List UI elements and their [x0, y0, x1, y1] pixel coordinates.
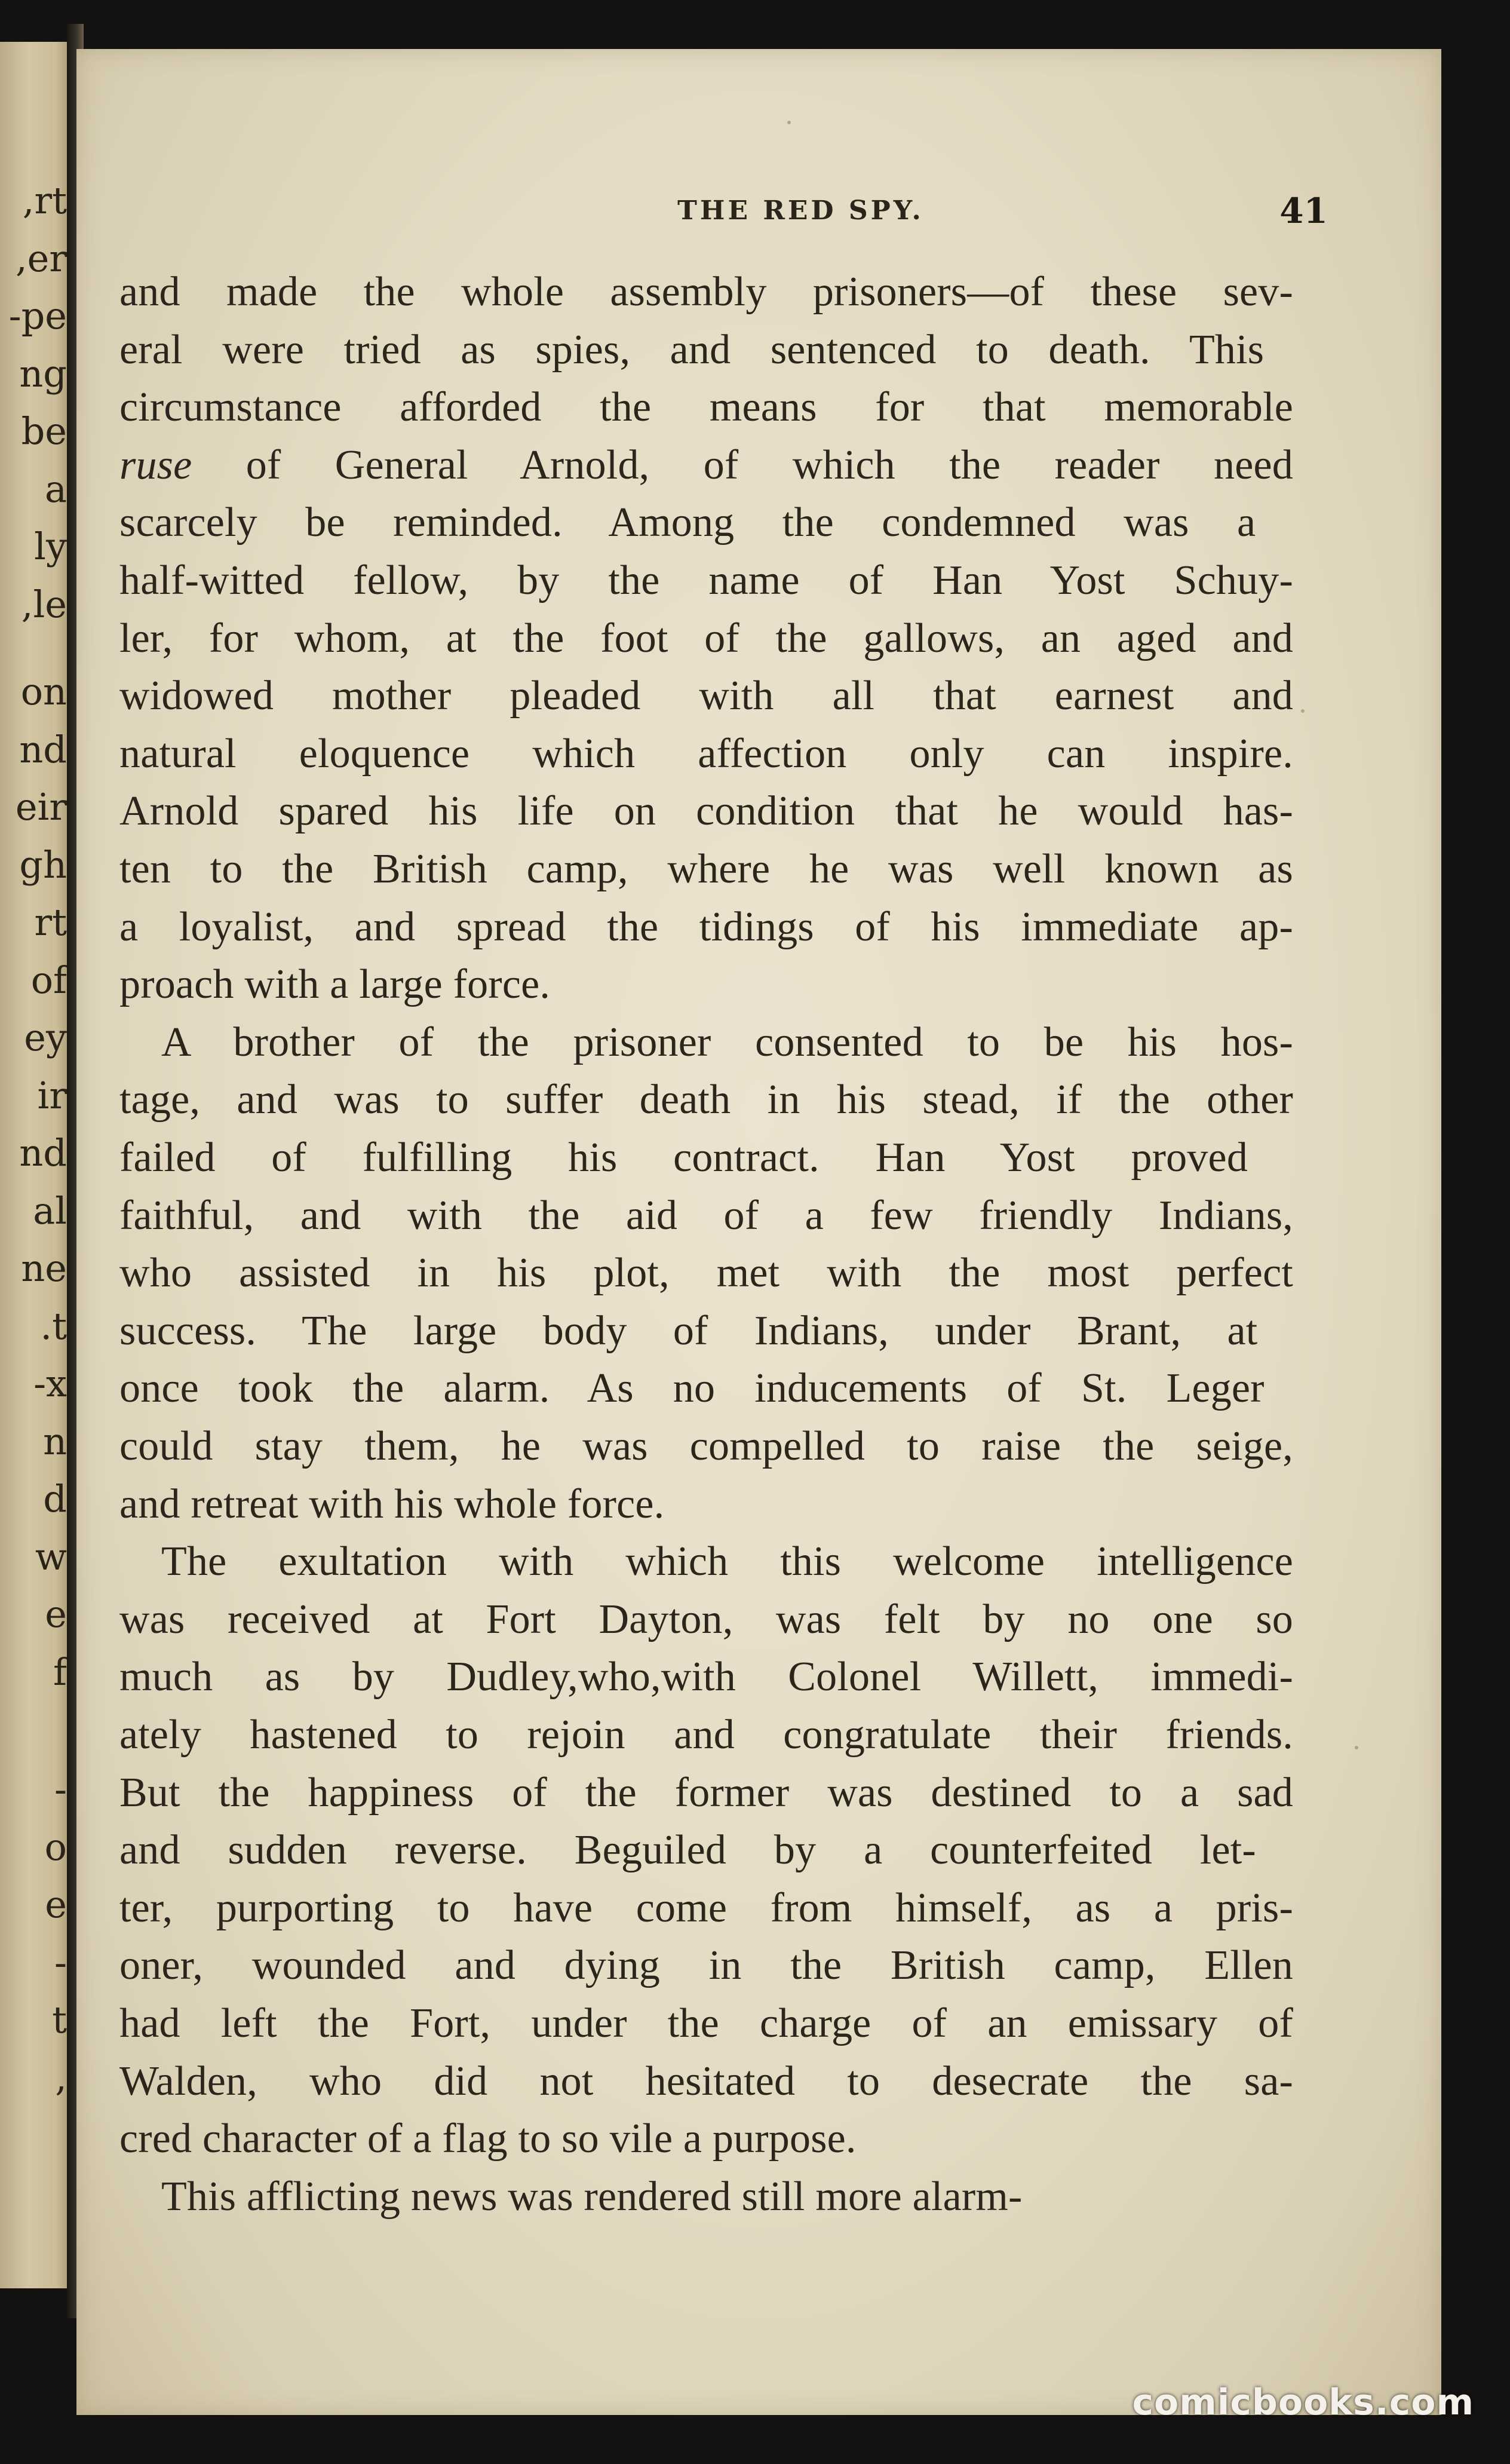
facing-page-fragment: gh [19, 842, 67, 887]
facing-page-fragment: d [43, 1477, 67, 1521]
paper-speck [1301, 709, 1305, 713]
facing-page-fragment: nd [19, 727, 67, 771]
paragraph-first-line: A brother of the prisoner consented to be his hos- [161, 1019, 1293, 1065]
paragraph-line: failed of fulfilling his contract. Han Yost proved [119, 1135, 1248, 1181]
facing-page-fragment: n [43, 1419, 67, 1463]
paragraph-line: ten to the British camp, where he was well known as [119, 846, 1293, 892]
facing-page-fragment: on [20, 670, 67, 713]
facing-page-fragment: e [45, 1592, 67, 1636]
paragraph-first-line: and made the whole assembly prisoners—of these sev- [119, 269, 1293, 315]
facing-page-fragment: eir [15, 785, 67, 829]
facing-page-fragment: ne [21, 1246, 67, 1290]
book-page [76, 49, 1441, 2415]
facing-page-fragment: , [55, 2055, 67, 2100]
paper-speck [1355, 1746, 1358, 1749]
facing-page-fragment: of [30, 958, 67, 1002]
paragraph-line: had left the Fort, under the charge of an emissary of [119, 2000, 1293, 2046]
paragraph-line: could stay them, he was compelled to raise the seige, [119, 1423, 1293, 1469]
paragraph-first-line: The exultation with which this welcome intelligence [161, 1539, 1293, 1585]
paragraph-line: was received at Fort Dayton, was felt by no one so [119, 1596, 1293, 1642]
paragraph-line: natural eloquence which affection only can inspire. [119, 730, 1293, 777]
paragraph-line: and sudden reverse. Beguiled by a counterfeited let- [119, 1827, 1256, 1874]
facing-page-fragment: ly [34, 525, 67, 568]
facing-page-fragment: er, [15, 236, 67, 280]
page-body-text [76, 49, 1441, 2415]
paragraph-line: eral were tried as spies, and sentenced to death. This [119, 326, 1265, 373]
paragraph-line: ler, for whom, at the foot of the gallows, an aged and [119, 615, 1293, 661]
paragraph-line: widowed mother pleaded with all that earnest and [119, 673, 1293, 719]
paragraph-line: scarcely be reminded. Among the condemned was a [119, 499, 1256, 546]
facing-page-fragment: t [52, 1998, 67, 2042]
facing-page-fragment: ir [37, 1073, 67, 1117]
paper-speck [787, 121, 791, 124]
paragraph-line: But the happiness of the former was destined to a sad [119, 1769, 1293, 1816]
facing-page-fragment: - [54, 1940, 67, 1984]
facing-page-fragment: ey [24, 1016, 67, 1059]
facing-page-fragment: rt, [22, 179, 67, 222]
paragraph-line: oner, wounded and dying in the British camp, Ellen [119, 1942, 1293, 1989]
facing-page-fragment: f [53, 1650, 67, 1694]
paragraph-line: Walden, who did not hesitated to desecrate the sa- [119, 2058, 1293, 2104]
paragraph-line: ter, purporting to have come from himself, as a pris- [119, 1884, 1293, 1931]
facing-page-fragment: ng [19, 351, 67, 396]
paragraph-line: circumstance afforded the means for that memorable [119, 384, 1293, 431]
paragraph-line: cred character of a flag to so vile a purpose. [119, 2116, 857, 2162]
facing-page-fragment: t. [40, 1304, 67, 1348]
facing-page-fragment: be [21, 409, 67, 453]
paragraph-line: half-witted fellow, by the name of Han Yost Schuy- [119, 557, 1293, 603]
paragraph-line: and retreat with his whole force. [119, 1481, 665, 1527]
page-number: 41 [1279, 191, 1328, 231]
paragraph-line: tage, and was to suffer death in his stead, if the other [119, 1077, 1293, 1123]
paragraph-line: proach with a large force. [119, 961, 551, 1008]
paragraph-line: ately hastened to rejoin and congratulate their friends. [119, 1712, 1293, 1758]
facing-page-fragment: e [45, 1883, 67, 1926]
facing-page-fragment: a [45, 467, 67, 511]
paragraph-line: success. The large body of Indians, under Brant, at [119, 1307, 1258, 1354]
running-head: THE RED SPY. [677, 195, 924, 226]
paragraph-line: much as by Dudley,who,with Colonel Willett, immedi- [119, 1654, 1293, 1700]
facing-page-fragment: o [44, 1825, 67, 1869]
facing-page-edge [0, 42, 70, 2288]
facing-page-fragment: le, [21, 582, 67, 626]
facing-page-fragment: rt [34, 900, 67, 944]
facing-page-fragment: pe- [8, 294, 67, 338]
paragraph-first-line: This afflicting news was rendered still more alarm- [161, 2173, 1023, 2220]
paragraph-line: ruse of General Arnold, of which the reader need [119, 442, 1293, 488]
facing-page-fragment: x- [33, 1362, 67, 1405]
paragraph-line: Arnold spared his life on condition that he would has- [119, 788, 1293, 835]
facing-page-fragment: nd [19, 1131, 67, 1175]
watermark: comicbooks.com [1132, 2382, 1474, 2423]
paragraph-line: once took the alarm. As no inducements of St. Leger [119, 1365, 1265, 1412]
facing-page-fragment: - [54, 1767, 67, 1811]
paragraph-line: a loyalist, and spread the tidings of his immediate ap- [119, 903, 1293, 950]
facing-page-fragment: w [35, 1534, 67, 1579]
facing-page-fragment: al [33, 1188, 67, 1233]
paragraph-line: who assisted in his plot, met with the most perfect [119, 1250, 1293, 1297]
paragraph-line: faithful, and with the aid of a few friendly Indians, [119, 1192, 1293, 1239]
